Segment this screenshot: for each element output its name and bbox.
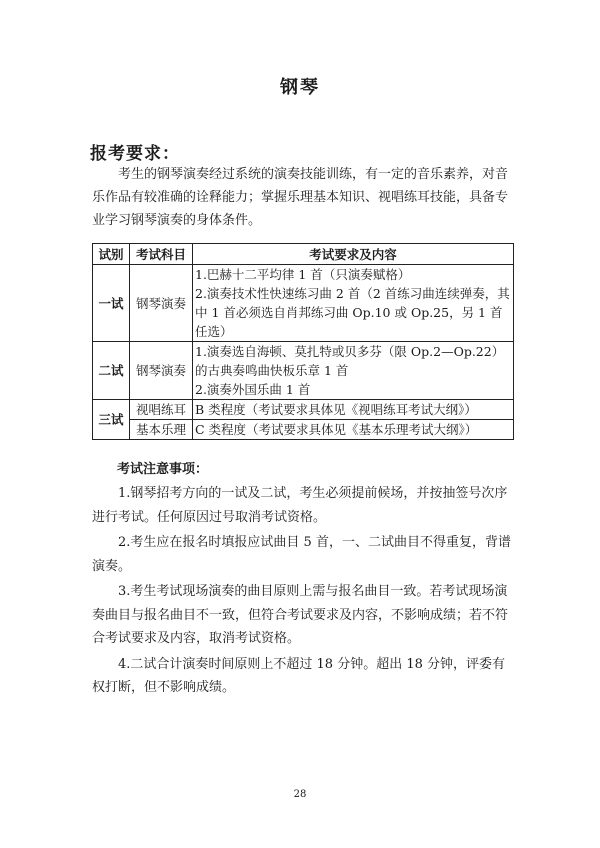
note-item: 4.二试合计演奏时间原则上不超过 18 分钟。超出 18 分钟，评委有权打断，但不影响成绩。 (92, 656, 506, 695)
table-row (93, 400, 514, 420)
subject-cell: 钢琴演奏 (130, 342, 193, 400)
exam-table (92, 243, 514, 440)
table-header-row (93, 244, 514, 265)
notes-heading: 考试注意事项： (117, 462, 209, 477)
content-cell: C 类程度（考试要求具体见《基本乐理考试大纲》） (193, 420, 514, 440)
header-subject: 考试科目 (130, 244, 193, 265)
header-content: 考试要求及内容 (193, 244, 514, 265)
content-cell (193, 342, 514, 400)
note-item: 3.考生考试现场演奏的曲目原则上需与报名曲目一致。若考试现场演奏曲目与报名曲目不一致，但符合考试要求及内容，不影响成绩；若不符合考试要求及内容，取消考试资格。 (92, 584, 509, 646)
content-cell: B 类程度（考试要求具体见《视唱练耳考试大纲》） (193, 400, 514, 420)
note-item: 2.考生应在报名时填报应试曲目 5 首，一、二试曲目不得重复，背谱演奏。 (92, 535, 511, 574)
subject-cell: 基本乐理 (130, 420, 193, 440)
content-cell (193, 265, 514, 342)
subject-cell: 视唱练耳 (130, 400, 193, 420)
table-row (93, 265, 514, 342)
section-heading: 报考要求： (90, 144, 180, 164)
page-title: 钢琴 (280, 77, 320, 98)
table-row (93, 342, 514, 400)
content-line: 2.演奏外国乐曲 1 首 (195, 382, 311, 397)
content-line: 1.巴赫十二平均律 1 首（只演奏赋格） (195, 267, 411, 282)
round-label: 三试 (93, 400, 130, 440)
header-round: 试别 (93, 244, 130, 265)
notes-list (92, 482, 512, 702)
table-row (93, 420, 514, 440)
page-number: 28 (293, 789, 307, 800)
note-item: 1.钢琴招考方向的一试及二试，考生必须提前候场，并按抽签号次序进行考试。任何原因过号取消考试资格。 (92, 486, 508, 525)
round-label: 二试 (93, 342, 130, 400)
intro-paragraph: 考生的钢琴演奏经过系统的演奏技能训练，有一定的音乐素养，对音乐作品有较准确的诠释能力；掌握乐理基本知识、视唱练耳技能，具备专业学习钢琴演奏的身体条件。 (92, 167, 509, 228)
content-line: 1.演奏选自海顿、莫扎特或贝多芬（限 Op.2—Op.22）的古典奏鸣曲快板乐章 1 首 (195, 344, 505, 378)
round-label: 一试 (93, 265, 130, 342)
subject-cell: 钢琴演奏 (130, 265, 193, 342)
content-line: 2.演奏技术性快速练习曲 2 首（2 首练习曲连续弹奏，其中 1 首必须选自肖邦练习曲 Op.10 或 Op.25，另 1 首任选） (195, 286, 510, 339)
